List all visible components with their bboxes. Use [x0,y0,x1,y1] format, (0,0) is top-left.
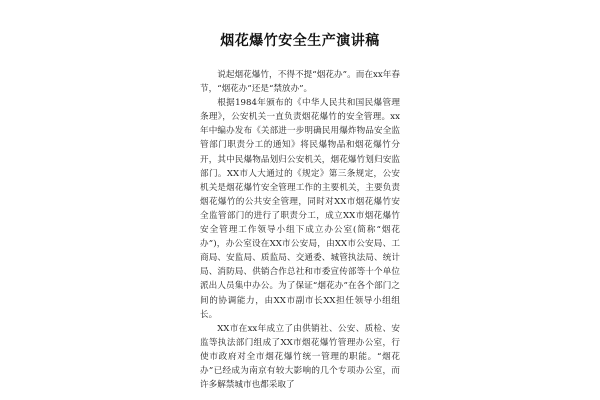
document-title: 烟花爆竹安全生产演讲稿 [220,33,380,49]
paragraph-1: 说起烟花爆竹，不得不提“烟花办”。而在xx年春节，“烟花办”还是“禁放办”。 [200,70,400,95]
paragraph-3: XX市在xx年成立了由供销社、公安、质检、安监等执法部门组成了XX市烟花爆竹管理办公室，行使市政府对全市烟花爆竹统一管理的职能。“烟花办”已经成为南京有较大影响的几个专项办公室，而许多解禁城市也都采取了 [200,323,400,391]
document-body [200,68,400,392]
paragraph-2: 根据1984年颁布的《中华人民共和国民爆管理条理》，公安机关一直负责烟花爆竹的安全管理。xx年中编办发布《关部进一步明确民用爆炸物品安全监管部门职责分工的通知》将民爆物品和烟花爆竹分开，其中民爆物品划归公安机关，烟花爆竹划归安监部门。XX市人大通过的《规定》第三条规定，公安机关是烟花爆竹安全管理工作的主要机关，主要负责烟花爆竹的公共安全管理，同时对XX市烟花爆竹安全监管部门的进行了职责分工，成立XX市烟花爆竹安全管理工作领导小组下成立办公室(简称“烟花办”)，办公室设在XX市公安局，由XX市公安局、工商局、安监局、质监局、交通委、城管执法局、统计局、消防局、供销合作总社和市委宣传部等十个单位派出人员集中办公。为了保证“烟花办”在各个部门之间的协调能力，由XX市副市长XX担任领导小组组长。 [200,98,400,320]
